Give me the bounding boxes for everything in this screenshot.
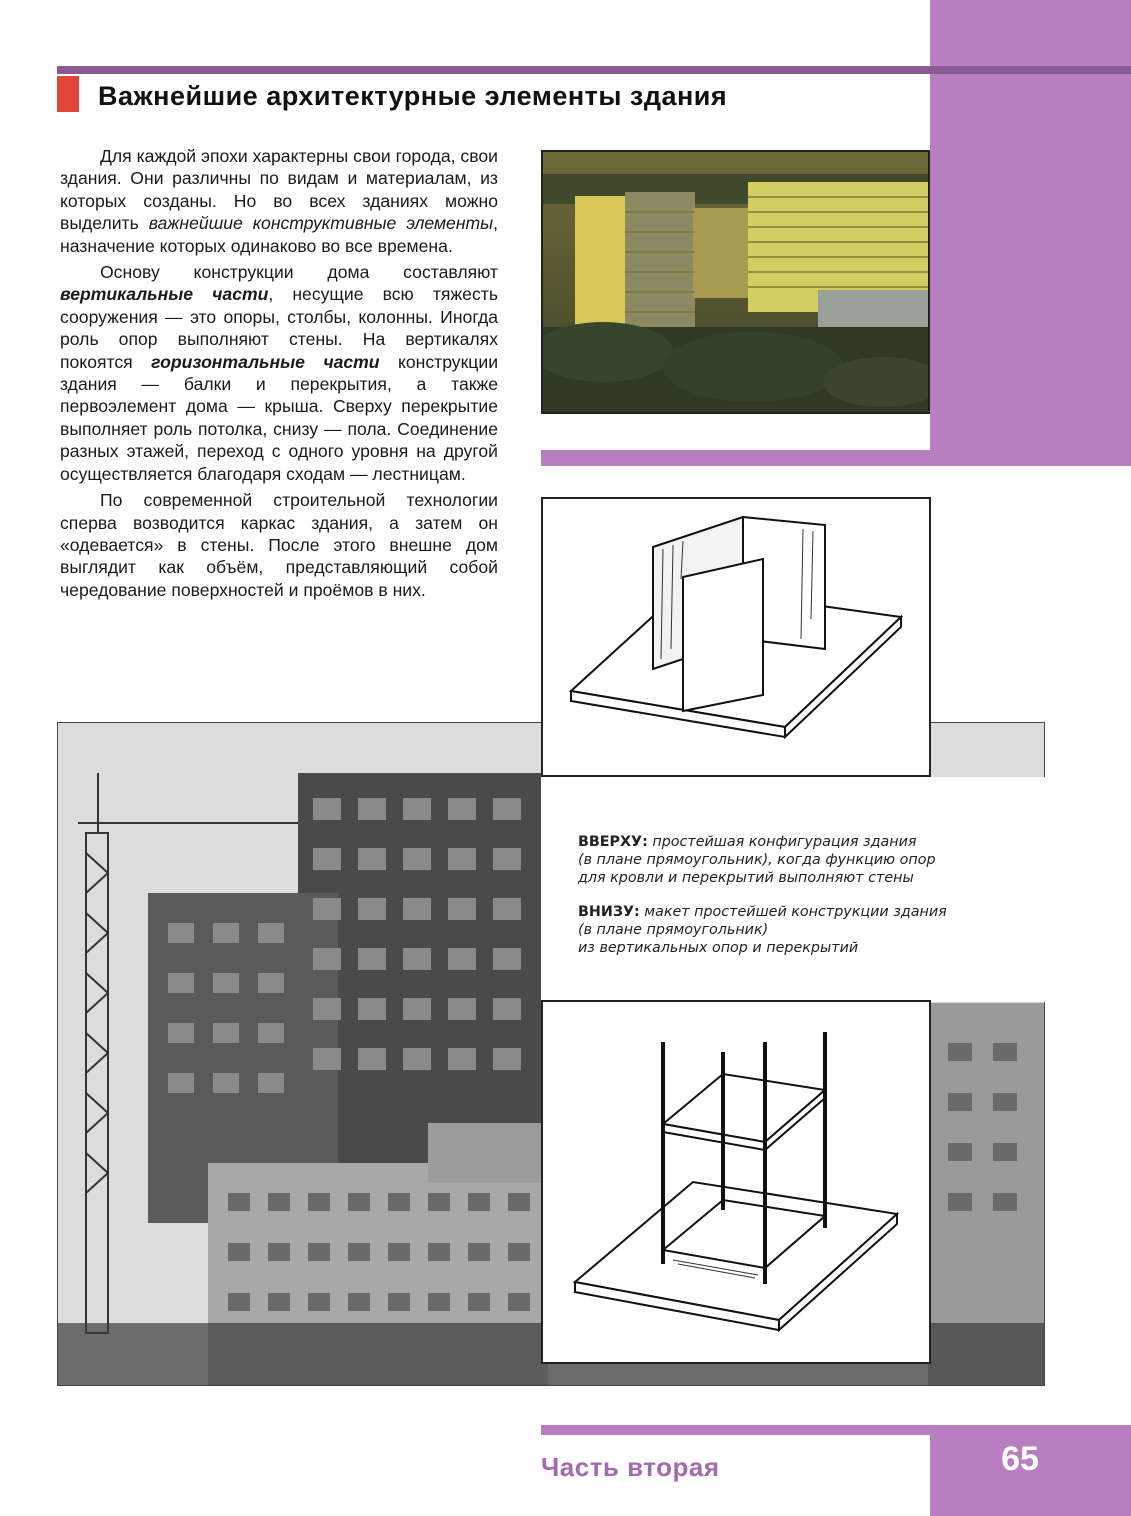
- footer-part-label: Часть вторая: [541, 1452, 720, 1482]
- page-number: 65: [1001, 1440, 1039, 1478]
- paragraph-1: Для каждой эпохи характерны свои города, свои здания. Они различны по видам и материалам, из которых созданы. Но во всех зданиях можно выделить важнейшие конструктивные элементы, назначение которых одинаково во все времена.: [60, 146, 499, 256]
- term-vertical-parts: вертикальные части: [60, 284, 269, 305]
- middle-rule: [541, 450, 1131, 466]
- column-frame-drawing: [543, 1002, 929, 1362]
- drawing-walls-configuration: [541, 497, 931, 777]
- caption-top: ВВЕРХУ: простейшая конфигурация здания (в плане прямоугольник), когда функцию опор для кровли и перекрытий выполняют стены: [578, 834, 936, 886]
- drawing-column-frame: [541, 1000, 931, 1364]
- caption-box: [541, 777, 1045, 1002]
- term-structural-elements: важнейшие конструктивные элементы: [148, 213, 494, 234]
- caption-top-label: ВВЕРХУ:: [578, 834, 648, 850]
- title-marker: [57, 76, 79, 112]
- paragraph-3: По современной строительной технологии сперва возводится каркас здания, а затем он «одевается» в стены. После этого внешне дом выглядит как объём, представляющий собой чередование поверхностей и проёмов в них.: [60, 490, 498, 600]
- term-horizontal-parts: горизонтальные части: [151, 351, 380, 372]
- section-title: Важнейшие архитектурные элементы здания: [98, 81, 728, 111]
- caption-bottom: ВНИЗУ: макет простейшей конструкции здания (в плане прямоугольник) из вертикальных опор и перекрытий: [578, 904, 947, 956]
- header-rule: [57, 66, 1131, 74]
- body-text: [60, 145, 498, 605]
- caption-bottom-label: ВНИЗУ:: [578, 904, 640, 920]
- photo-apartment-blocks: [541, 150, 930, 414]
- photo-apartment-blocks-illustration: [543, 152, 928, 412]
- paragraph-2: Основу конструкции дома составляют вертикальные части, несущие всю тяжесть сооружения — это опоры, столбы, колонны. Иногда роль опор выполняют стены. На вертикалях покоятся горизонтальные части конструкции здания — балки и перекрытия, а также первоэлемент дома — крыша. Сверху перекрытие выполняет роль потолка, снизу — пола. Соединение разных этажей, переход с одного уровня на другой осуществляется благодаря сходам — лестницам.: [60, 262, 499, 484]
- walls-on-slab-drawing: [543, 499, 929, 775]
